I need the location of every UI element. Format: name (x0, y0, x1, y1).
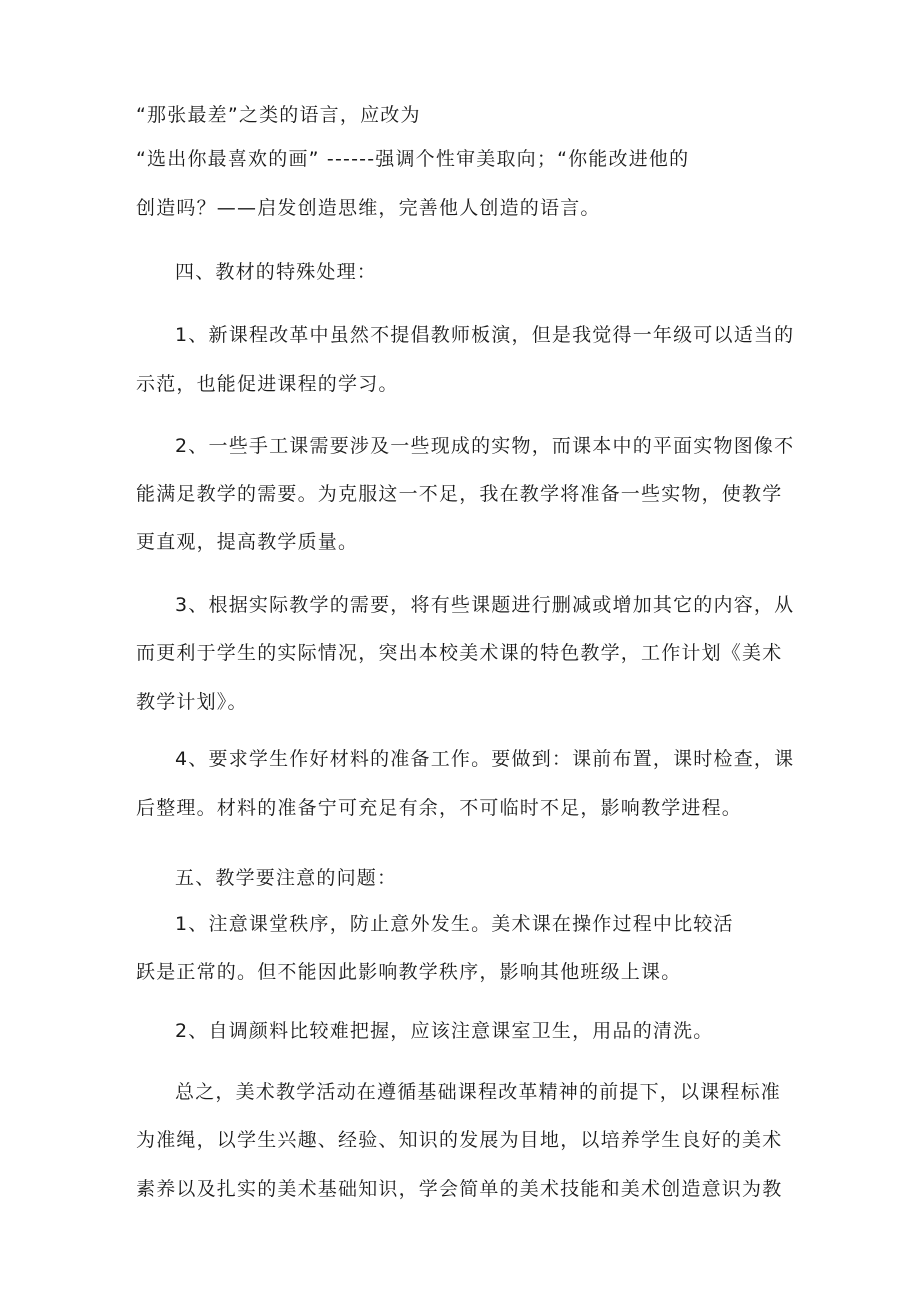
text-line: 示范，也能促进课程的学习。 (136, 373, 399, 395)
text-line: 2、自调颜料比较难把握，应该注意课室卫生，用品的清洗。 (175, 1020, 714, 1042)
text-line: 更直观，提高教学质量。 (136, 531, 359, 553)
text-line: “选出你最喜欢的画” ------强调个性审美取向；“你能改进他的 (136, 148, 690, 170)
text-line: 2、一些手工课需要涉及一些现成的实物，而课本中的平面实物图像不 (175, 435, 795, 457)
section-heading: 四、教材的特殊处理： (175, 261, 378, 283)
text-line: 教学计划》。 (136, 691, 248, 713)
section-heading: 五、教学要注意的问题： (175, 867, 398, 889)
text-line: 1、注意课堂秩序，防止意外发生。美术课在操作过程中比较活 (175, 913, 734, 935)
text-line: 能满足教学的需要。为克服这一不足，我在教学将准备一些实物，使教学 (136, 483, 783, 505)
text-line: 跃是正常的。但不能因此影响教学秩序，影响其他班级上课。 (136, 961, 682, 983)
text-line: 1、新课程改革中虽然不提倡教师板演，但是我觉得一年级可以适当的 (175, 324, 795, 346)
text-line: 为准绳，以学生兴趣、经验、知识的发展为目地，以培养学生良好的美术 (136, 1129, 783, 1151)
text-line: 而更利于学生的实际情况，突出本校美术课的特色教学，工作计划《美术 (136, 642, 783, 664)
text-line: 素养以及扎实的美术基础知识，学会简单的美术技能和美术创造意识为教 (136, 1178, 783, 1200)
text-line: 3、根据实际教学的需要，将有些课题进行删减或增加其它的内容，从 (175, 594, 795, 616)
text-line: “那张最差”之类的语言，应改为 (136, 104, 421, 126)
text-line: 创造吗？——启发创造思维，完善他人创造的语言。 (136, 197, 601, 219)
text-line: 后整理。材料的准备宁可充足有余，不可临时不足，影响教学进程。 (136, 797, 743, 819)
text-line: 4、要求学生作好材料的准备工作。要做到：课前布置，课时检查，课 (175, 748, 795, 770)
text-line: 总之，美术教学活动在遵循基础课程改革精神的前提下，以课程标准 (175, 1081, 782, 1103)
